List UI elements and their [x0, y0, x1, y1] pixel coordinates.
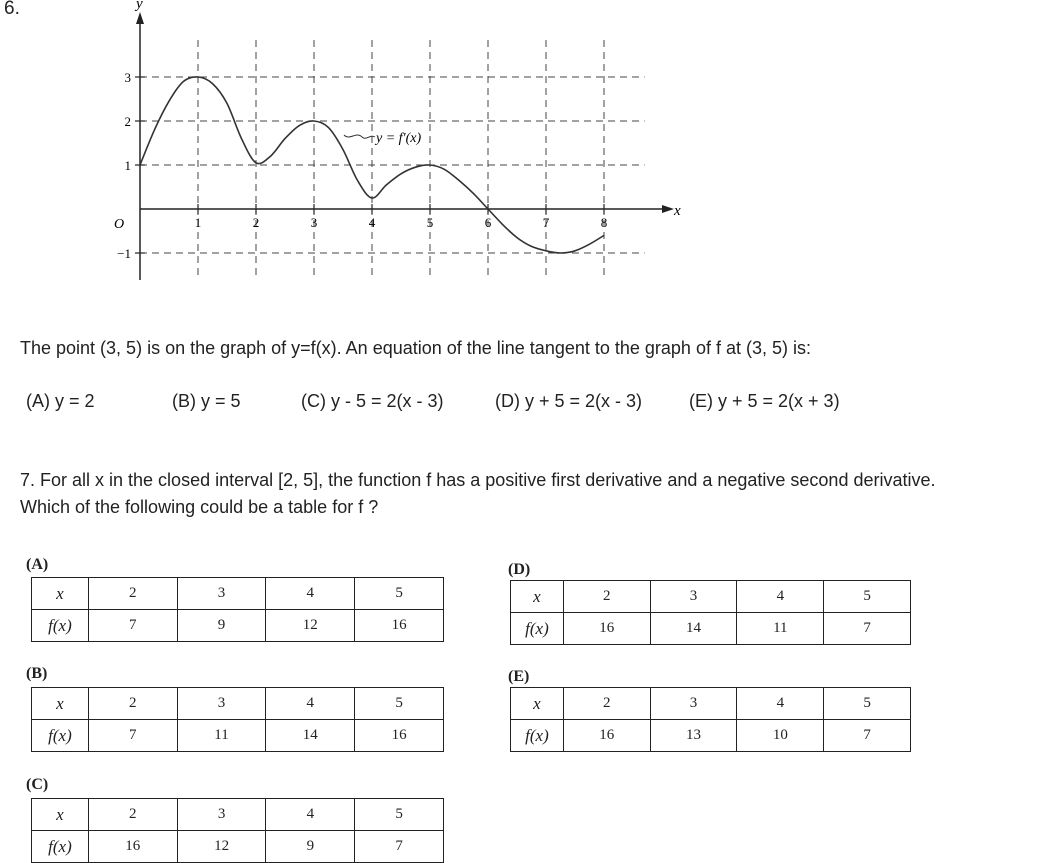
- table-c-f-row: [32, 831, 444, 863]
- table-a-f-row: [32, 610, 444, 642]
- x-header: x: [511, 581, 564, 613]
- table-cell: 7: [355, 831, 444, 863]
- x-header: x: [511, 688, 564, 720]
- table-cell: 14: [650, 613, 737, 645]
- table-cell: 4: [266, 799, 355, 831]
- table-e-x-row: [511, 688, 911, 720]
- table-cell: 3: [177, 799, 266, 831]
- question-6-number: 6.: [4, 0, 20, 19]
- curve-label: y = f′(x): [376, 131, 422, 146]
- table-a: [31, 577, 444, 642]
- table-cell: 11: [737, 613, 824, 645]
- table-e: [510, 687, 911, 752]
- x-tick-label: 6: [484, 215, 492, 230]
- graph-axes: [136, 12, 674, 280]
- x-tick-label: 3: [310, 215, 318, 230]
- x-tick-label: 8: [600, 215, 608, 230]
- table-e-label: (E): [508, 668, 530, 685]
- table-a-x-row: [32, 578, 444, 610]
- x-header: x: [32, 688, 89, 720]
- table-a-label: (A): [26, 556, 49, 573]
- x-tick-label: 5: [426, 215, 434, 230]
- table-cell: 7: [88, 610, 177, 642]
- question-7-line-2: Which of the following could be a table for f ?: [20, 497, 379, 517]
- x-tick-label: 4: [368, 215, 376, 230]
- table-cell: 13: [650, 720, 737, 752]
- table-b-x-row: [32, 688, 444, 720]
- table-e-f-row: [511, 720, 911, 752]
- question-6-prompt: The point (3, 5) is on the graph of y=f(x). An equation of the line tangent to the graph of f at (3, 5) is:: [20, 338, 811, 358]
- table-d-f-row: [511, 613, 911, 645]
- y-tick-label: −1: [117, 246, 131, 261]
- table-cell: 7: [824, 720, 911, 752]
- table-cell: 4: [266, 578, 355, 610]
- curve-label-group: [344, 131, 421, 146]
- table-cell: 7: [824, 613, 911, 645]
- table-cell: 9: [266, 831, 355, 863]
- choice-c: (C) y - 5 = 2(x - 3): [301, 391, 444, 411]
- table-cell: 2: [88, 578, 177, 610]
- fx-header: f(x): [511, 720, 564, 752]
- table-cell: 7: [88, 720, 177, 752]
- x-tick-label: 1: [194, 215, 202, 230]
- x-header: x: [32, 799, 89, 831]
- table-cell: 12: [177, 831, 266, 863]
- table-cell: 12: [266, 610, 355, 642]
- table-c: [31, 798, 444, 863]
- table-cell: 5: [824, 688, 911, 720]
- x-header: x: [32, 578, 89, 610]
- table-cell: 5: [355, 578, 444, 610]
- x-tick-label: 2: [252, 215, 260, 230]
- table-cell: 5: [355, 799, 444, 831]
- table-cell: 2: [563, 688, 650, 720]
- question-7-prompt: [20, 467, 1040, 521]
- choice-b: (B) y = 5: [172, 391, 241, 411]
- table-b-f-row: [32, 720, 444, 752]
- table-cell: 3: [650, 688, 737, 720]
- table-cell: 10: [737, 720, 824, 752]
- y-tick-label: 3: [124, 70, 131, 85]
- table-cell: 16: [355, 720, 444, 752]
- table-cell: 4: [737, 581, 824, 613]
- choice-d: (D) y + 5 = 2(x - 3): [495, 391, 643, 411]
- table-b-label: (B): [26, 665, 48, 682]
- y-axis-arrow: [136, 12, 144, 24]
- table-c-label: (C): [26, 776, 49, 793]
- table-c-x-row: [32, 799, 444, 831]
- table-cell: 9: [177, 610, 266, 642]
- curve-label-leader: [344, 135, 375, 138]
- x-axis-label: x: [674, 203, 681, 219]
- table-cell: 16: [355, 610, 444, 642]
- table-cell: 16: [563, 613, 650, 645]
- y-axis-label: y: [136, 0, 143, 12]
- fx-header: f(x): [32, 720, 89, 752]
- table-d-x-row: [511, 581, 911, 613]
- table-cell: 14: [266, 720, 355, 752]
- choice-a: (A) y = 2: [26, 391, 95, 411]
- fx-header: f(x): [32, 831, 89, 863]
- table-cell: 16: [563, 720, 650, 752]
- table-d: [510, 580, 911, 645]
- table-cell: 16: [88, 831, 177, 863]
- table-cell: 3: [177, 688, 266, 720]
- table-d-label: (D): [508, 561, 531, 578]
- table-cell: 4: [737, 688, 824, 720]
- table-cell: 11: [177, 720, 266, 752]
- derivative-graph: [0, 0, 720, 300]
- fx-header: f(x): [511, 613, 564, 645]
- origin-label: O: [114, 217, 125, 232]
- table-b: [31, 687, 444, 752]
- x-tick-label: 7: [542, 215, 550, 230]
- x-axis-arrow: [662, 205, 674, 213]
- choice-e: (E) y + 5 = 2(x + 3): [689, 391, 840, 411]
- table-cell: 3: [177, 578, 266, 610]
- table-cell: 5: [824, 581, 911, 613]
- table-cell: 2: [88, 799, 177, 831]
- question-7-line-1: 7. For all x in the closed interval [2, 5], the function f has a positive first derivative and a negative second derivative.: [20, 470, 936, 490]
- table-cell: 2: [563, 581, 650, 613]
- table-cell: 3: [650, 581, 737, 613]
- table-cell: 4: [266, 688, 355, 720]
- table-cell: 5: [355, 688, 444, 720]
- graph-grid: [140, 40, 645, 275]
- y-tick-label: 2: [124, 114, 131, 129]
- fx-header: f(x): [32, 610, 89, 642]
- table-cell: 2: [88, 688, 177, 720]
- y-tick-label: 1: [124, 158, 131, 173]
